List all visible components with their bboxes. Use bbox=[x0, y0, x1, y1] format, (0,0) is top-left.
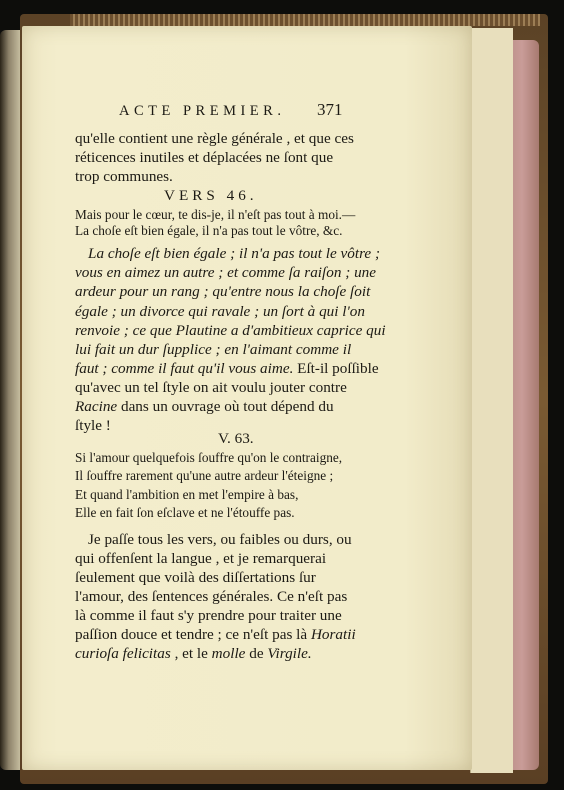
text-line bbox=[75, 399, 334, 414]
cover-top-edge bbox=[70, 14, 540, 26]
text-roman: dans un ouvrage où tout dépend du bbox=[120, 398, 334, 415]
text-line: ardeur pour un rang ; qu'entre nous la choſe ſoit bbox=[75, 283, 371, 300]
text-line: réticences inutiles et déplacées ne ſont que bbox=[75, 149, 334, 166]
verse-line: La choſe eſt bien égale, il n'a pas tout le vôtre, &c. bbox=[75, 223, 343, 238]
verse-line: Elle en fait ſon eſclave et ne l'étouffe pas. bbox=[75, 505, 295, 520]
text-italic: molle bbox=[211, 645, 246, 662]
page-number: 371 bbox=[317, 100, 343, 119]
text-italic: Virgile. bbox=[267, 645, 312, 662]
text-line: lui fait un dur ſupplice ; en l'aimant comme il bbox=[75, 341, 352, 358]
text-line: qu'avec un tel ſtyle on ait voulu jouter contre bbox=[75, 379, 347, 396]
running-head: ACTE PREMIER. bbox=[119, 103, 286, 119]
verse-line: Il ſouffre rarement qu'une autre ardeur l'éteigne ; bbox=[75, 468, 334, 483]
text-line: ſtyle ! bbox=[75, 417, 111, 434]
text-line: vous en aimez un autre ; et comme ſa raiſon ; une bbox=[75, 264, 377, 281]
text-line: qu'elle contient une règle générale , et que ces bbox=[75, 130, 354, 147]
text-line: Je paſſe tous les vers, ou faibles ou durs, ou bbox=[88, 531, 352, 548]
text-line: renvoie ; ce que Plautine a d'ambitieux caprice qui bbox=[75, 322, 386, 339]
section-heading: V. 63. bbox=[218, 430, 254, 447]
text-line bbox=[75, 627, 356, 642]
verse-line: Si l'amour quelquefois ſouffre qu'on le contraigne, bbox=[75, 450, 343, 465]
verse-line: Et quand l'ambition en met l'empire à bas, bbox=[75, 487, 299, 502]
binding-edge bbox=[0, 30, 22, 770]
text-italic: curioſa felicitas bbox=[75, 645, 171, 662]
text-italic: Horatii bbox=[310, 626, 356, 643]
text-italic: faut ; comme il faut qu'il vous aime. bbox=[75, 360, 294, 377]
verse-line: Mais pour le cœur, te dis-je, il n'eſt pas tout à moi.— bbox=[75, 207, 356, 222]
text-line: là comme il faut s'y prendre pour traiter une bbox=[75, 607, 342, 624]
text-line: l'amour, des ſentences générales. Ce n'eſt pas bbox=[75, 588, 348, 605]
text-line: La choſe eſt bien égale ; il n'a pas tout le vôtre ; bbox=[88, 245, 381, 262]
text-roman: de bbox=[249, 645, 264, 662]
text-line bbox=[75, 361, 379, 376]
text-line: qui offenſent la langue , et je remarquerai bbox=[75, 550, 327, 567]
text-roman: paſſion douce et tendre ; ce n'eſt pas là bbox=[75, 626, 308, 643]
text-italic: Racine bbox=[75, 398, 118, 415]
text-roman: Eſt-il poſſible bbox=[297, 360, 379, 377]
text-roman: , et le bbox=[174, 645, 208, 662]
text-line: trop communes. bbox=[75, 168, 173, 185]
text-line: égale ; un divorce qui ravale ; un ſort à qui l'on bbox=[75, 303, 365, 320]
text-line bbox=[75, 646, 312, 661]
text-line: ſeulement que voilà des diſſertations ſur bbox=[75, 569, 316, 586]
section-heading: VERS 46. bbox=[164, 187, 258, 204]
